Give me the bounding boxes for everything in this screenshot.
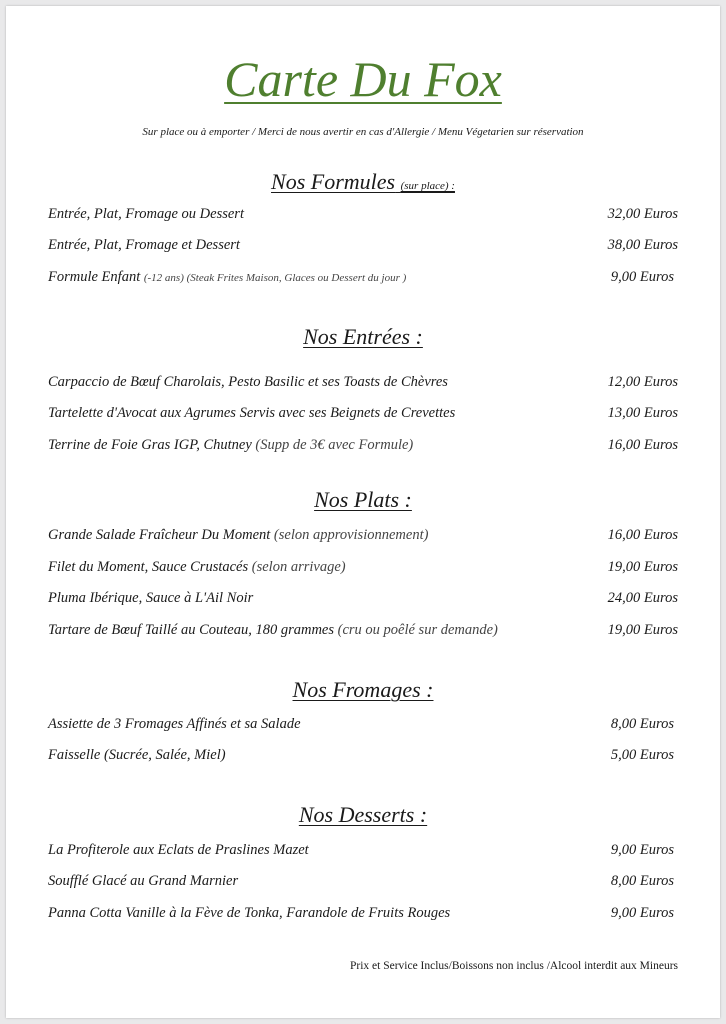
menu-item: [48, 437, 413, 454]
menu-item: [48, 527, 428, 544]
item-name: Terrine de Foie Gras IGP, Chutney: [48, 437, 252, 453]
item-price: 5,00 Euros: [610, 747, 674, 763]
menu-item: [48, 206, 244, 223]
section-title-entrees: Nos Entrées :: [303, 324, 423, 349]
item-name: La Profiterole aux Eclats de Praslines Mazet: [48, 842, 309, 858]
section-title-plats: Nos Plats :: [314, 487, 412, 512]
item-price: 8,00 Euros: [610, 873, 674, 889]
section-title-formules: [6, 169, 720, 195]
item-note: (-12 ans) (Steak Frites Maison, Glaces ou Dessert du jour ): [143, 272, 407, 284]
item-price: 24,00 Euros: [607, 590, 678, 606]
item-name: Carpaccio de Bœuf Charolais, Pesto Basilic et ses Toasts de Chèvres: [48, 374, 448, 390]
item-price: 38,00 Euros: [607, 237, 678, 253]
item-note: (selon approvisionnement): [273, 527, 429, 543]
item-price: 12,00 Euros: [607, 374, 678, 390]
item-note: (Supp de 3€ avec Formule): [255, 437, 414, 453]
item-name: Panna Cotta Vanille à la Fève de Tonka, Farandole de Fruits Rouges: [48, 905, 451, 921]
menu-item: [48, 405, 455, 422]
item-price: 13,00 Euros: [607, 405, 678, 421]
item-name: Grande Salade Fraîcheur Du Moment: [48, 527, 271, 543]
menu-item: [48, 842, 309, 859]
item-name: Filet du Moment, Sauce Crustacés: [48, 559, 249, 575]
item-price: 9,00 Euros: [610, 905, 674, 921]
menu-item: [48, 716, 301, 733]
menu-subtitle: Sur place ou à emporter / Merci de nous avertir en cas d'Allergie / Menu Végetarien sur réservation: [142, 126, 584, 138]
item-name: Entrée, Plat, Fromage ou Dessert: [48, 206, 244, 222]
menu-item: [48, 905, 450, 922]
section-title-desserts: Nos Desserts :: [298, 802, 428, 827]
item-price: 9,00 Euros: [610, 842, 674, 858]
item-name: Tartelette d'Avocat aux Agrumes Servis avec ses Beignets de Crevettes: [48, 405, 456, 421]
menu-item: [48, 622, 498, 639]
item-name: Entrée, Plat, Fromage et Dessert: [48, 237, 240, 253]
menu-item: [48, 559, 346, 576]
item-price: 32,00 Euros: [607, 206, 678, 222]
menu-item: [48, 873, 238, 890]
section-title-fromages: Nos Fromages :: [292, 677, 434, 702]
item-note: (selon arrivage): [251, 559, 346, 575]
menu-item: [48, 747, 226, 764]
item-note: (cru ou poêlé sur demande): [337, 622, 498, 638]
item-price: 9,00 Euros: [610, 269, 674, 285]
menu-item: [48, 237, 240, 254]
item-price: 19,00 Euros: [607, 622, 678, 638]
item-name: Soufflé Glacé au Grand Marnier: [48, 873, 239, 889]
menu-footer: Prix et Service Inclus/Boissons non inclus /Alcool interdit aux Mineurs: [349, 960, 678, 972]
section-title-formules-text: Nos Formules: [271, 169, 396, 194]
item-price: 8,00 Euros: [610, 716, 674, 732]
item-name: Formule Enfant: [48, 269, 141, 285]
menu-page: [6, 6, 720, 1018]
item-name: Assiette de 3 Fromages Affinés et sa Salade: [48, 716, 301, 732]
item-price: 16,00 Euros: [607, 527, 678, 543]
section-note-formules: (sur place) :: [400, 180, 455, 192]
item-name: Tartare de Bœuf Taillé au Couteau, 180 grammes: [48, 622, 334, 638]
menu-item: [48, 374, 448, 391]
menu-title: Carte Du Fox: [224, 51, 502, 107]
item-price: 16,00 Euros: [607, 437, 678, 453]
item-price: 19,00 Euros: [607, 559, 678, 575]
menu-item: [48, 590, 253, 607]
item-name: Faisselle (Sucrée, Salée, Miel): [48, 747, 226, 763]
item-name: Pluma Ibérique, Sauce à L'Ail Noir: [48, 590, 254, 606]
menu-item: [48, 269, 406, 286]
